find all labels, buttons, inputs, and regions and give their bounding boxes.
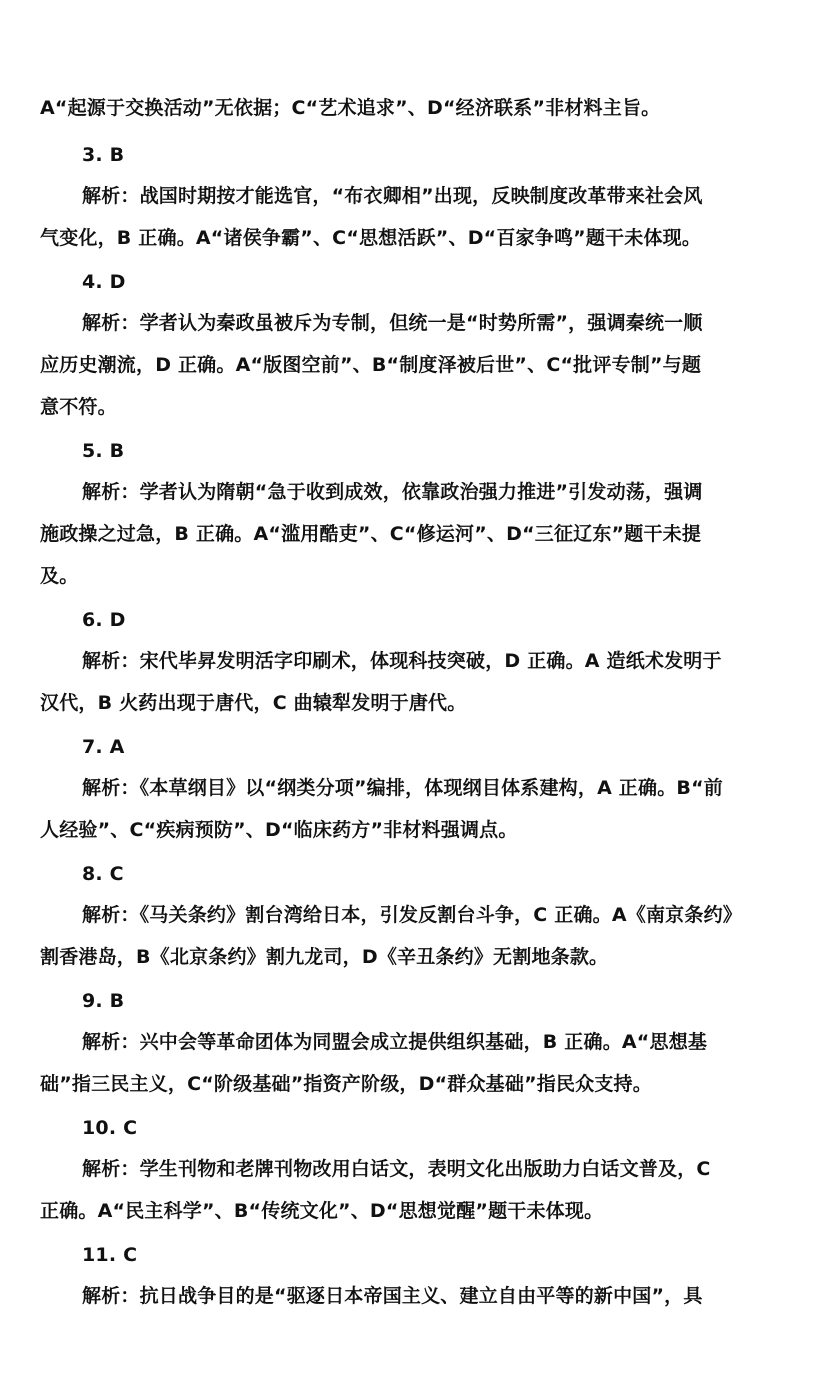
- answer-heading: 9. B: [82, 990, 125, 1012]
- answer-heading: 10. C: [82, 1117, 138, 1139]
- text-line: 解析：学者认为秦政虽被斥为专制，但统一是“时势所需”，强调秦统一顺: [82, 312, 703, 334]
- answer-heading: 3. B: [82, 144, 125, 166]
- text-line: 正确。A“民主科学”、B“传统文化”、D“思想觉醒”题干未体现。: [40, 1200, 604, 1222]
- answer-heading: 5. B: [82, 440, 125, 462]
- text-line: 解析：《本草纲目》以“纲类分项”编排，体现纲目体系建构，A 正确。B“前: [82, 777, 723, 799]
- text-line: 意不符。: [40, 396, 117, 418]
- text-line: 应历史潮流，D 正确。A“版图空前”、B“制度泽被后世”、C“批评专制”与题: [40, 354, 702, 376]
- text-line: 解析：学者认为隋朝“急于收到成效，依靠政治强力推进”引发动荡，强调: [82, 481, 703, 503]
- text-line: 解析：抗日战争目的是“驱逐日本帝国主义、建立自由平等的新中国”，具: [82, 1285, 703, 1307]
- text-line: 解析：学生刊物和老牌刊物改用白话文，表明文化出版助力白话文普及，C: [82, 1158, 711, 1180]
- text-line: 解析：兴中会等革命团体为同盟会成立提供组织基础，B 正确。A“思想基: [82, 1031, 708, 1053]
- answer-heading: 11. C: [82, 1244, 138, 1266]
- answer-heading: 7. A: [82, 736, 125, 758]
- answer-heading: 6. D: [82, 609, 126, 631]
- answer-heading: 8. C: [82, 863, 124, 885]
- text-line: 人经验”、C“疾病预防”、D“临床药方”非材料强调点。: [40, 819, 518, 841]
- text-line: 解析：《马关条约》割台湾给日本，引发反割台斗争，C 正确。A《南京条约》: [82, 904, 742, 926]
- text-line: 割香港岛，B《北京条约》割九龙司，D《辛丑条约》无割地条款。: [40, 946, 609, 968]
- text-line: 及。: [40, 565, 79, 587]
- text-line: 解析：战国时期按才能选官，“布衣卿相”出现，反映制度改革带来社会风: [82, 185, 703, 207]
- text-line: A“起源于交换活动”无依据；C“艺术追求”、D“经济联系”非材料主旨。: [40, 97, 661, 119]
- text-line: 施政操之过急，B 正确。A“滥用酷吏”、C“修运河”、D“三征辽东”题干未提: [40, 523, 702, 545]
- text-line: 气变化，B 正确。A“诸侯争霸”、C“思想活跃”、D“百家争鸣”题干未体现。: [40, 227, 702, 249]
- answer-heading: 4. D: [82, 271, 126, 293]
- text-line: 汉代，B 火药出现于唐代，C 曲辕犁发明于唐代。: [40, 692, 467, 714]
- text-line: 础”指三民主义，C“阶级基础”指资产阶级，D“群众基础”指民众支持。: [40, 1073, 652, 1095]
- text-line: 解析：宋代毕昇发明活字印刷术，体现科技突破，D 正确。A 造纸术发明于: [82, 650, 722, 672]
